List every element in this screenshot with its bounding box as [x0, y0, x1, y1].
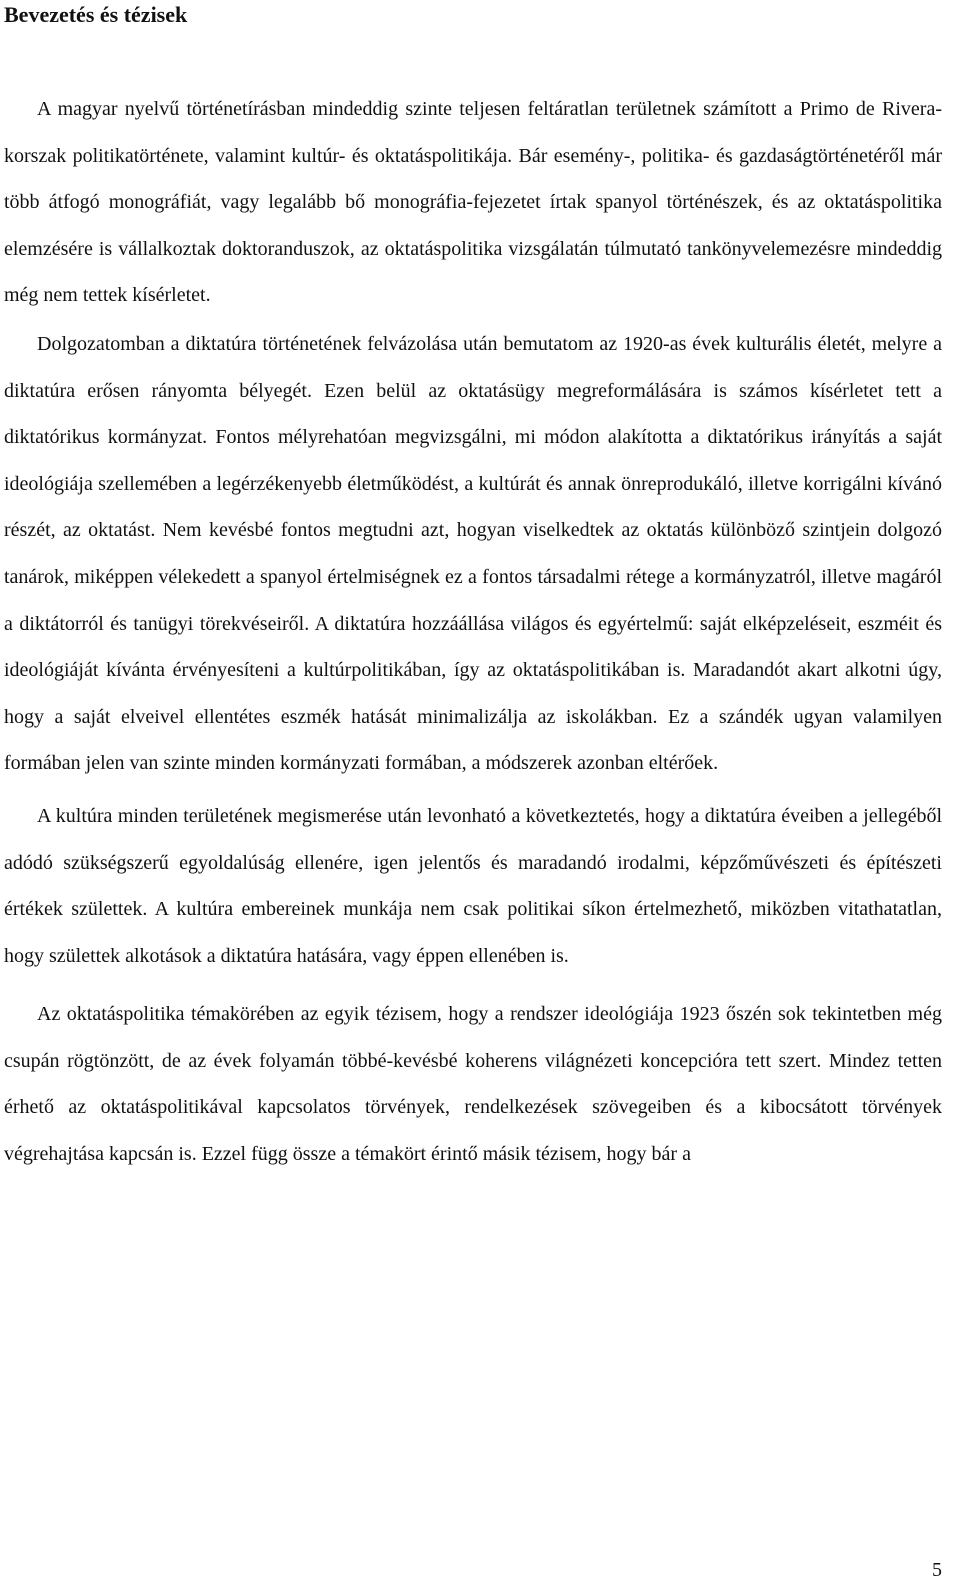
paragraph: A kultúra minden területének megismerése után levonható a következtetés, hogy a diktatúra éveiben a jellegéből adódó szükségszerű egyoldalúság ellenére, igen jelentős és maradandó irodalmi, képzőművészeti és építészeti értékek születtek. A kultúra embereinek munkája nem csak politikai síkon értelmezhető, miközben vitathatatlan, hogy születtek alkotások a diktatúra hatására, vagy éppen ellenében is.	[4, 804, 942, 967]
paragraph: A magyar nyelvű történetírásban mindeddig szinte teljesen feltáratlan területnek számított a Primo de Rivera-korszak politikatörténete, valamint kultúr- és oktatáspolitikája. Bár esemény-, politika- és gazdaságtörténetéről már több átfogó monográfiát, vagy legalább bő monográfia-fejezetet írtak spanyol történészek, és az oktatáspolitika elemzésére is vállalkoztak doktoranduszok, az oktatáspolitika vizsgálatán túlmutató tankönyvelemezésre mindeddig még nem tettek kísérletet.	[4, 98, 942, 307]
paragraph: Az oktatáspolitika témakörében az egyik tézisem, hogy a rendszer ideológiája 1923 őszén sok tekintetben még csupán rögtönzött, de az évek folyamán többé-kevésbé koherens világnézeti koncepcióra tett szert. Mindez tetten érhető az oktatáspolitikával kapcsolatos törvények, rendelkezések szövegeiben és a kibocsátott törvények végrehajtása kapcsán is. Ezzel függ össze a témakört érintő másik tézisem, hogy bár a	[4, 1003, 942, 1166]
section-heading: Bevezetés és tézisek	[4, 2, 188, 27]
page-number: 5	[932, 1559, 942, 1581]
body-text	[4, 86, 942, 1178]
paragraph: Dolgozatomban a diktatúra történetének felvázolása után bemutatom az 1920-as évek kulturális életét, melyre a diktatúra erősen rányomta bélyegét. Ezen belül az oktatásügy megreformálására is számos kísérletet tett a diktatórikus kormányzat. Fontos mélyrehatóan megvizsgálni, mi módon alakította a diktatórikus irányítás a saját ideológiája szellemében a legérzékenyebb életműködést, a kultúrát és annak önreprodukáló, illetve korrigálni kívánó részét, az oktatást. Nem kevésbé fontos megtudni azt, hogyan viselkedtek az oktatás különböző szintjein dolgozó tanárok, miképpen vélekedett a spanyol értelmiségnek ez a fontos társadalmi rétege a kormányzatról, illetve magáról a diktátorról és tanügyi törekvéseiről. A diktatúra hozzáállása világos és egyértelmű: saját elképzeléseit, eszméit és ideológiáját kívánta érvényesíteni a kultúrpolitikában, így az oktatáspolitikában is. Maradandót akart alkotni úgy, hogy a saját elveivel ellentétes eszmék hatását minimalizálja az iskolákban. Ez a szándék ugyan valamilyen formában jelen van szinte minden kormányzati formában, a módszerek azonban eltérőek.	[4, 332, 942, 775]
